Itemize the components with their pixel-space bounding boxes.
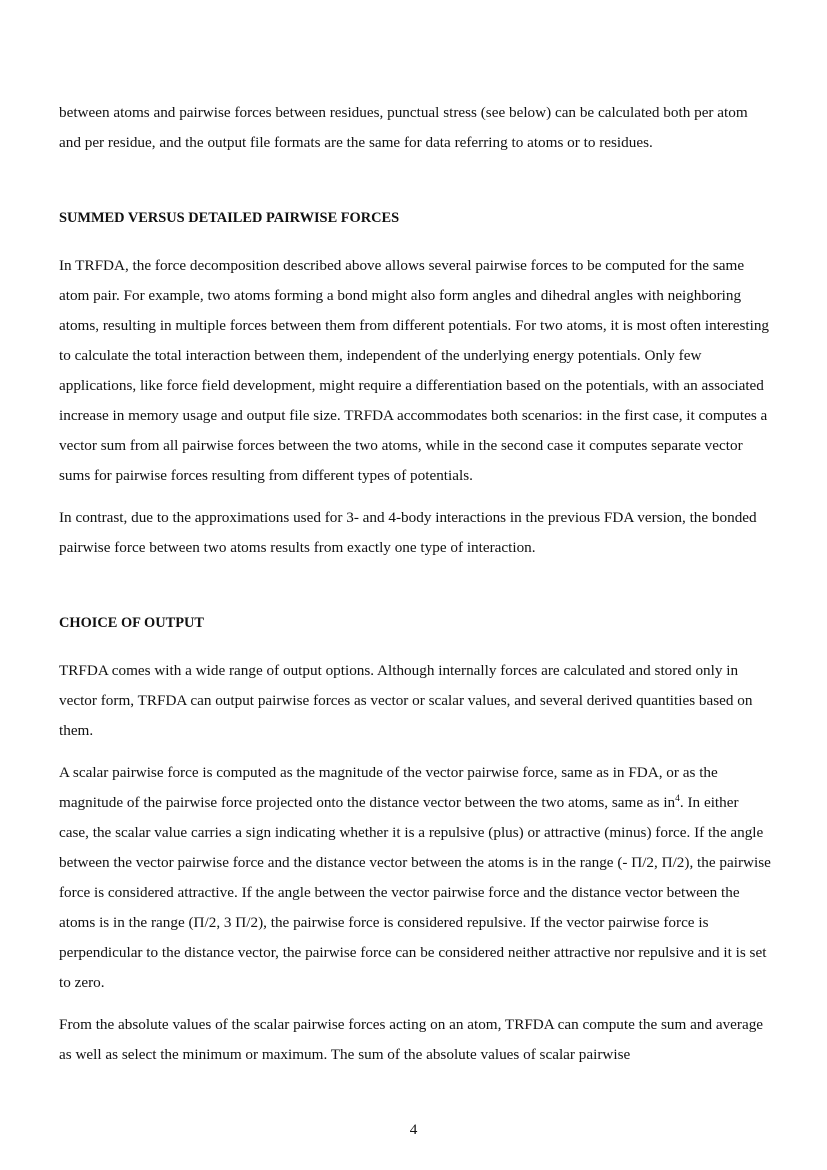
paragraph-output-2 [59,758,771,998]
heading-summed-versus-detailed: SUMMED VERSUS DETAILED PAIRWISE FORCES [59,210,400,226]
paragraph-output-1: TRFDA comes with a wide range of output options. Although internally forces are calculated and stored only in vector form, TRFDA can output pairwise forces as vector or scalar values, and several derived quantities based on them. [59,662,753,739]
citation-reference: 4 [675,794,680,804]
paragraph-output-3: From the absolute values of the scalar pairwise forces acting on an atom, TRFDA can compute the sum and average as well as select the minimum or maximum. The sum of the absolute values of scalar pairwise [59,1016,764,1063]
paragraph-summed-1: In TRFDA, the force decomposition described above allows several pairwise forces to be computed for the same atom pair. For example, two atoms forming a bond might also form angles and dihedral angles with neighboring atoms, resulting in multiple forces between them from different potentials. For two atoms, it is most often interesting to calculate the total interaction between them, independent of the underlying energy potentials. Only few applications, like force field development, might require a differentiation based on the potentials, with an associated increase in memory usage and output file size. TRFDA accommodates both scenarios: in the first case, it computes a vector sum from all pairwise forces between the two atoms, while in the second case it computes separate vector sums for pairwise forces resulting from different types of potentials. [59,257,770,484]
paragraph-output-2-text-a: A scalar pairwise force is computed as the magnitude of the vector pairwise force, same as in FDA, or as the magnitude of the pairwise force projected onto the distance vector between the two atoms, same as in [59,764,718,811]
page-content [59,98,771,1070]
page-number: 4 [409,1121,418,1138]
paragraph-summed-2: In contrast, due to the approximations used for 3- and 4-body interactions in the previous FDA version, the bonded pairwise force between two atoms results from exactly one type of interaction. [59,509,757,556]
paragraph-intro-continuation: between atoms and pairwise forces between residues, punctual stress (see below) can be calculated both per atom and per residue, and the output file formats are the same for data referring to atoms or to residues. [59,104,748,151]
paragraph-output-2-text-b: . In either case, the scalar value carries a sign indicating whether it is a repulsive (plus) or attractive (minus) force. If the angle between the vector pairwise force and the distance vector between the atoms is in the range (- Π/2, Π/2), the pairwise force is considered attractive. If the angle between the vector pairwise force and the distance vector between the atoms is in the range (Π/2, 3 Π/2), the pairwise force is considered repulsive. If the vector pairwise force is perpendicular to the distance vector, the pairwise force can be considered neither attractive nor repulsive and it is set to zero. [59,794,771,991]
heading-choice-of-output: CHOICE OF OUTPUT [59,615,204,631]
